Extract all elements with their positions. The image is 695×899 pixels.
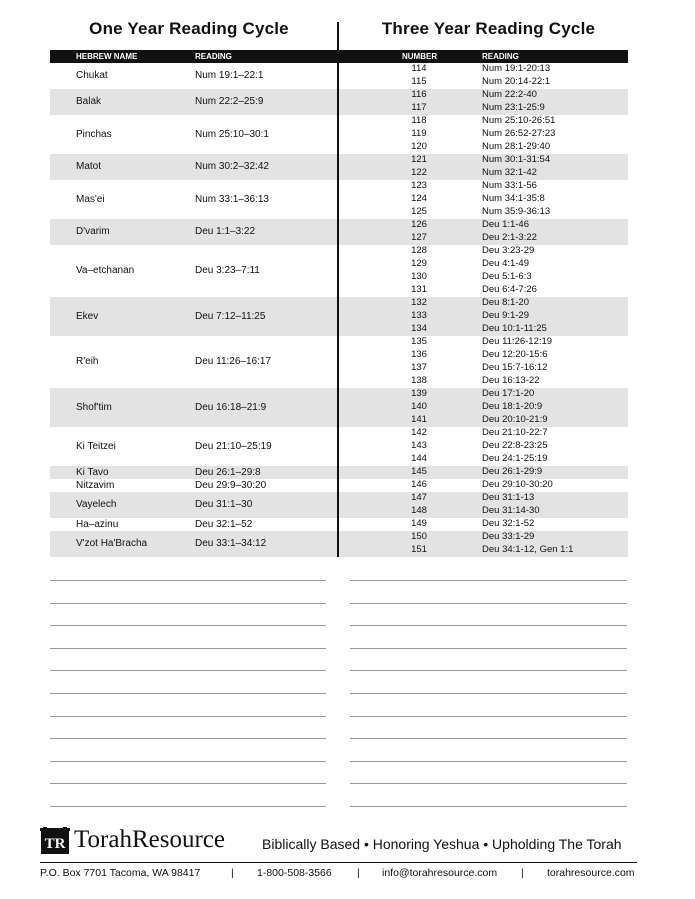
table-row <box>339 245 628 258</box>
portion-number: 114 <box>411 63 427 74</box>
hebrew-name: Vayelech <box>76 499 117 510</box>
portion-reading: Deu 31:1–30 <box>195 499 253 510</box>
portion-reading: Num 22:2-40 <box>482 89 537 100</box>
portion-number: 138 <box>411 375 427 386</box>
portion-reading: Deu 3:23-29 <box>482 245 535 256</box>
table-row <box>50 466 337 479</box>
table-row <box>50 336 337 388</box>
table-row <box>339 180 628 193</box>
portion-reading: Deu 29:10-30:20 <box>482 479 553 490</box>
hebrew-name: Ki Tavo <box>76 467 109 478</box>
table-row <box>339 518 628 531</box>
one-year-cycle-title: One Year Reading Cycle <box>89 19 289 38</box>
portion-reading: Deu 6:4-7:26 <box>482 284 537 295</box>
portion-reading: Deu 17:1-20 <box>482 388 535 399</box>
table-row <box>50 245 337 297</box>
table-row <box>339 479 628 492</box>
portion-reading: Deu 33:1-29 <box>482 531 535 542</box>
table-row <box>50 154 337 180</box>
table-row <box>50 63 337 89</box>
portion-reading: Num 33:1–36:13 <box>195 194 269 205</box>
portion-number: 130 <box>411 271 427 282</box>
table-row <box>339 336 628 349</box>
hebrew-name: Ki Teitzei <box>76 441 116 452</box>
table-row <box>339 115 628 128</box>
table-row <box>339 193 628 206</box>
hebrew-name: R'eih <box>76 356 99 367</box>
portion-reading: Deu 12:20-15:6 <box>482 349 548 360</box>
hebrew-name: Ha–azinu <box>76 519 119 530</box>
portion-reading: Deu 22:8-23:25 <box>482 440 548 451</box>
torahresource-logo <box>40 827 70 855</box>
note-line <box>350 580 627 581</box>
hebrew-name: Ekev <box>76 311 99 322</box>
portion-number: 119 <box>411 128 427 139</box>
table-row <box>50 115 337 154</box>
portion-number: 129 <box>411 258 427 269</box>
portion-reading: Num 26:52-27:23 <box>482 128 556 139</box>
portion-number: 128 <box>411 245 427 256</box>
portion-reading: Deu 32:1-52 <box>482 518 535 529</box>
table-row <box>339 544 628 557</box>
portion-reading: Deu 11:26-12:19 <box>482 336 553 347</box>
portion-reading: Num 19:1-20:13 <box>482 63 551 74</box>
portion-reading: Deu 31:14-30 <box>482 505 540 516</box>
table-row <box>50 180 337 219</box>
note-line <box>50 761 326 762</box>
portion-reading: Deu 26:1–29:8 <box>195 467 261 478</box>
note-line <box>50 648 326 649</box>
portion-number: 122 <box>411 167 427 178</box>
portion-number: 145 <box>411 466 427 477</box>
table-row <box>50 531 337 557</box>
portion-reading: Deu 1:1-46 <box>482 219 530 230</box>
portion-reading: Deu 3:23–7:11 <box>195 265 260 276</box>
table-row <box>339 505 628 518</box>
table-row <box>50 297 337 336</box>
portion-reading: Num 25:10-26:51 <box>482 115 556 126</box>
portion-reading: Num 35:9-36:13 <box>482 206 551 217</box>
table-row <box>339 323 628 336</box>
number-header: NUMBER <box>402 52 438 61</box>
table-row <box>339 167 628 180</box>
table-row <box>339 388 628 401</box>
table-row <box>339 219 628 232</box>
portion-number: 134 <box>411 323 427 334</box>
portion-number: 146 <box>411 479 427 490</box>
portion-reading: Deu 18:1-20:9 <box>482 401 543 412</box>
portion-number: 135 <box>411 336 427 347</box>
portion-reading: Num 19:1–22:1 <box>195 70 264 81</box>
table-row <box>339 89 628 102</box>
portion-number: 142 <box>411 427 427 438</box>
portion-reading: Num 30:2–32:42 <box>195 161 269 172</box>
three-year-cycle-title: Three Year Reading Cycle <box>381 19 596 38</box>
portion-reading: Deu 2:1-3:22 <box>482 232 537 243</box>
portion-reading: Deu 15:7-16:12 <box>482 362 548 373</box>
portion-number: 116 <box>411 89 427 100</box>
portion-number: 137 <box>411 362 427 373</box>
portion-reading: Num 30:1-31:54 <box>482 154 551 165</box>
table-row <box>339 362 628 375</box>
table-row <box>50 388 337 427</box>
hebrew-name: Balak <box>76 96 102 107</box>
table-row <box>50 492 337 518</box>
portion-number: 144 <box>411 453 427 464</box>
table-row <box>50 219 337 245</box>
table-row <box>50 427 337 466</box>
table-row <box>339 128 628 141</box>
table-row <box>50 479 337 492</box>
hebrew-name: Pinchas <box>76 129 112 140</box>
note-line <box>50 580 326 581</box>
table-row <box>339 284 628 297</box>
brand-name: TorahResource <box>74 826 225 853</box>
tagline: Biblically Based • Honoring Yeshua • Upholding The Torah <box>262 836 622 852</box>
portion-number: 140 <box>411 401 427 412</box>
note-line <box>350 625 627 626</box>
portion-reading: Deu 32:1–52 <box>195 519 253 530</box>
portion-number: 141 <box>411 414 427 425</box>
portion-number: 131 <box>411 284 427 295</box>
portion-number: 124 <box>411 193 427 204</box>
portion-reading: Deu 24:1-25:19 <box>482 453 548 464</box>
portion-reading: Num 25:10–30:1 <box>195 129 269 140</box>
portion-number: 139 <box>411 388 427 399</box>
portion-reading: Deu 10:1-11:25 <box>482 323 547 334</box>
separator: | <box>521 867 524 879</box>
portion-reading: Deu 11:26–16:17 <box>195 356 271 367</box>
portion-number: 127 <box>411 232 427 243</box>
portion-number: 136 <box>411 349 427 360</box>
hebrew-name-header: HEBREW NAME <box>76 52 138 61</box>
portion-number: 143 <box>411 440 427 451</box>
note-line <box>350 761 627 762</box>
reading-header: READING <box>482 52 519 61</box>
separator: | <box>231 867 234 879</box>
table-row <box>50 89 337 115</box>
portion-number: 120 <box>411 141 427 152</box>
portion-number: 151 <box>411 544 427 555</box>
portion-number: 125 <box>411 206 427 217</box>
hebrew-name: Shof'tim <box>76 402 112 413</box>
table-row <box>50 518 337 531</box>
portion-reading: Num 32:1-42 <box>482 167 537 178</box>
portion-reading: Deu 1:1–3:22 <box>195 226 256 237</box>
table-row <box>339 427 628 440</box>
hebrew-name: V'zot Ha'Bracha <box>76 538 148 549</box>
note-line <box>350 648 627 649</box>
portion-number: 132 <box>411 297 427 308</box>
one-year-table-header <box>50 50 337 63</box>
portion-number: 118 <box>411 115 427 126</box>
portion-reading: Deu 21:10–25:19 <box>195 441 272 452</box>
separator: | <box>357 867 360 879</box>
reading-header: READING <box>195 52 232 61</box>
portion-reading: Deu 16:13-22 <box>482 375 540 386</box>
portion-reading: Num 22:2–25:9 <box>195 96 264 107</box>
website: torahresource.com <box>547 867 635 879</box>
portion-number: 115 <box>411 76 427 87</box>
note-line <box>350 603 627 604</box>
portion-reading: Deu 20:10-21:9 <box>482 414 548 425</box>
portion-number: 117 <box>411 102 427 113</box>
note-line <box>50 625 326 626</box>
hebrew-name: Matot <box>76 161 102 172</box>
note-line <box>50 716 326 717</box>
table-row <box>339 76 628 89</box>
portion-reading: Num 28:1-29:40 <box>482 141 551 152</box>
portion-reading: Deu 34:1-12, Gen 1:1 <box>482 544 574 555</box>
table-row <box>339 271 628 284</box>
table-row <box>339 349 628 362</box>
hebrew-name: Mas'ei <box>76 194 105 205</box>
note-line <box>50 806 326 807</box>
table-row <box>339 154 628 167</box>
portion-reading: Num 33:1-56 <box>482 180 537 191</box>
portion-number: 133 <box>411 310 427 321</box>
portion-number: 148 <box>411 505 427 516</box>
portion-reading: Deu 21:10-22:7 <box>482 427 548 438</box>
table-row <box>339 63 628 76</box>
table-row <box>339 297 628 310</box>
hebrew-name: Nitzavim <box>76 480 115 491</box>
note-line <box>50 783 326 784</box>
address: P.O. Box 7701 Tacoma, WA 98417 <box>40 867 201 879</box>
logo-letters: TR <box>44 836 66 852</box>
portion-number: 123 <box>411 180 427 191</box>
table-row <box>339 310 628 323</box>
table-row <box>339 258 628 271</box>
note-line <box>50 603 326 604</box>
portion-reading: Num 23:1-25:9 <box>482 102 545 113</box>
portion-reading: Deu 16:18–21:9 <box>195 402 267 413</box>
portion-reading: Deu 7:12–11:25 <box>195 311 266 322</box>
table-row <box>339 414 628 427</box>
note-line <box>50 738 326 739</box>
portion-number: 121 <box>411 154 427 165</box>
table-row <box>339 492 628 505</box>
table-row <box>339 401 628 414</box>
table-row <box>339 232 628 245</box>
table-row <box>339 531 628 544</box>
portion-reading: Deu 8:1-20 <box>482 297 530 308</box>
portion-reading: Deu 4:1-49 <box>482 258 530 269</box>
table-row <box>339 206 628 219</box>
table-row <box>339 102 628 115</box>
hebrew-name: Chukat <box>76 70 108 81</box>
portion-reading: Deu 26:1-29:9 <box>482 466 543 477</box>
portion-reading: Num 20:14-22:1 <box>482 76 551 87</box>
table-row <box>339 375 628 388</box>
portion-number: 147 <box>411 492 427 503</box>
note-line <box>350 670 627 671</box>
portion-reading: Deu 9:1-29 <box>482 310 530 321</box>
three-year-table-header <box>339 50 628 63</box>
portion-reading: Deu 33:1–34:12 <box>195 538 267 549</box>
table-row <box>339 466 628 479</box>
portion-reading: Deu 5:1-6:3 <box>482 271 532 282</box>
portion-number: 150 <box>411 531 427 542</box>
note-line <box>350 806 627 807</box>
table-row <box>339 440 628 453</box>
note-line <box>350 693 627 694</box>
portion-reading: Deu 29:9–30:20 <box>195 480 267 491</box>
note-line <box>50 693 326 694</box>
hebrew-name: D'varim <box>76 226 110 237</box>
footer-rule <box>40 862 637 863</box>
hebrew-name: Va–etchanan <box>76 265 135 276</box>
portion-reading: Num 34:1-35:8 <box>482 193 545 204</box>
note-line <box>350 783 627 784</box>
portion-number: 126 <box>411 219 427 230</box>
table-row <box>339 453 628 466</box>
portion-reading: Deu 31:1-13 <box>482 492 535 503</box>
portion-number: 149 <box>411 518 427 529</box>
phone: 1-800-508-3566 <box>257 867 332 879</box>
note-line <box>350 716 627 717</box>
table-row <box>339 141 628 154</box>
note-line <box>350 738 627 739</box>
email: info@torahresource.com <box>382 867 498 879</box>
note-line <box>50 670 326 671</box>
